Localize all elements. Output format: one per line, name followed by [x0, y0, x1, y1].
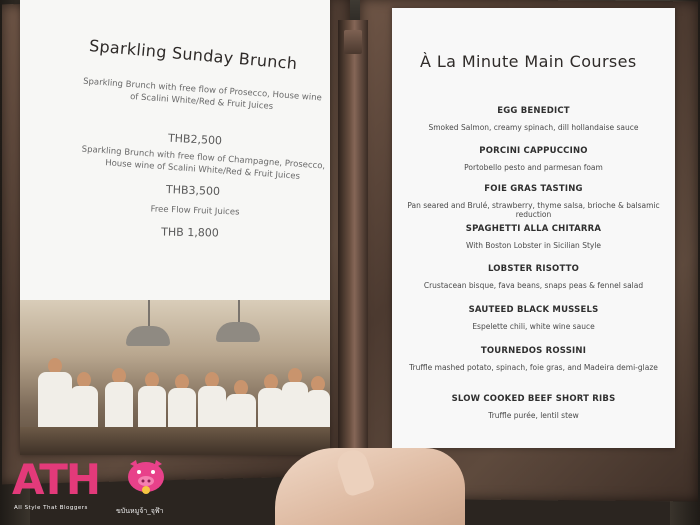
pendant-lamp: [216, 322, 260, 342]
menu-course: [392, 184, 675, 219]
course-name: SLOW COOKED BEEF SHORT RIBS: [451, 394, 616, 404]
ath-logo-tagline: All Style That Bloggers: [14, 505, 88, 511]
course-description: Crustacean bisque, fava beans, snaps peas & fennel salad: [423, 281, 644, 290]
menu-course: [392, 264, 675, 290]
brunch-item-description: Sparkling Brunch with free flow of Champagne, Prosecco, House wine of Scalini White/Red & Fruit Juices: [81, 144, 326, 182]
spine-notch: [344, 30, 362, 54]
pendant-lamp: [126, 326, 170, 346]
main-courses-title: À La Minute Main Courses: [420, 52, 637, 71]
course-description: Espelette chili, white wine sauce: [472, 322, 595, 331]
brunch-title: Sparkling Sunday Brunch: [88, 36, 299, 74]
brunch-item-description: Free Flow Fruit Juices: [150, 204, 240, 218]
course-description: With Boston Lobster in Sicilian Style: [465, 241, 602, 250]
brunch-item-description: Sparkling Brunch with free flow of Prosecco, House wine of Scalini White/Red & Fruit Juices: [82, 76, 323, 112]
course-name: SAUTEED BLACK MUSSELS: [468, 305, 599, 315]
brunch-item-price: THB2,500: [167, 131, 223, 148]
menu-course: [392, 224, 675, 250]
course-description: Truffle purée, lentil stew: [488, 411, 579, 420]
course-name: TOURNEDOS ROSSINI: [480, 346, 587, 356]
brunch-item-price: THB3,500: [165, 183, 221, 198]
menu-course: [392, 106, 675, 132]
course-description: Pan seared and Brulé, strawberry, thyme salsa, brioche & balsamic reduction: [407, 201, 660, 219]
menu-course: [392, 394, 675, 420]
left-page-content: [20, 0, 330, 455]
course-name: EGG BENEDICT: [497, 106, 570, 116]
kitchen-counter: [20, 427, 330, 455]
menu-course: [392, 146, 675, 172]
chef-team-photo: [20, 300, 330, 455]
course-name: SPAGHETTI ALLA CHITARRA: [465, 224, 602, 234]
right-page-content: [392, 8, 675, 448]
menu-spine: [338, 20, 368, 490]
pig-logo-text: ขบันหมูจ้า_จุฬ้า: [116, 507, 164, 515]
course-name: FOIE GRAS TASTING: [484, 184, 583, 194]
ath-logo: [12, 455, 110, 517]
course-description: Portobello pesto and parmesan foam: [464, 163, 603, 172]
course-description: Truffle mashed potato, spinach, foie gras, and Madeira demi-glaze: [409, 363, 658, 372]
menu-course: [392, 346, 675, 372]
ath-logo-letters: ATH: [12, 455, 100, 504]
course-description: Smoked Salmon, creamy spinach, dill hollandaise sauce: [428, 123, 639, 132]
course-name: PORCINI CAPPUCCINO: [479, 146, 588, 156]
course-name: LOBSTER RISOTTO: [487, 264, 580, 274]
menu-course: [392, 305, 675, 331]
pig-logo-icon: [124, 456, 168, 496]
brunch-item-price: THB 1,800: [161, 225, 219, 240]
